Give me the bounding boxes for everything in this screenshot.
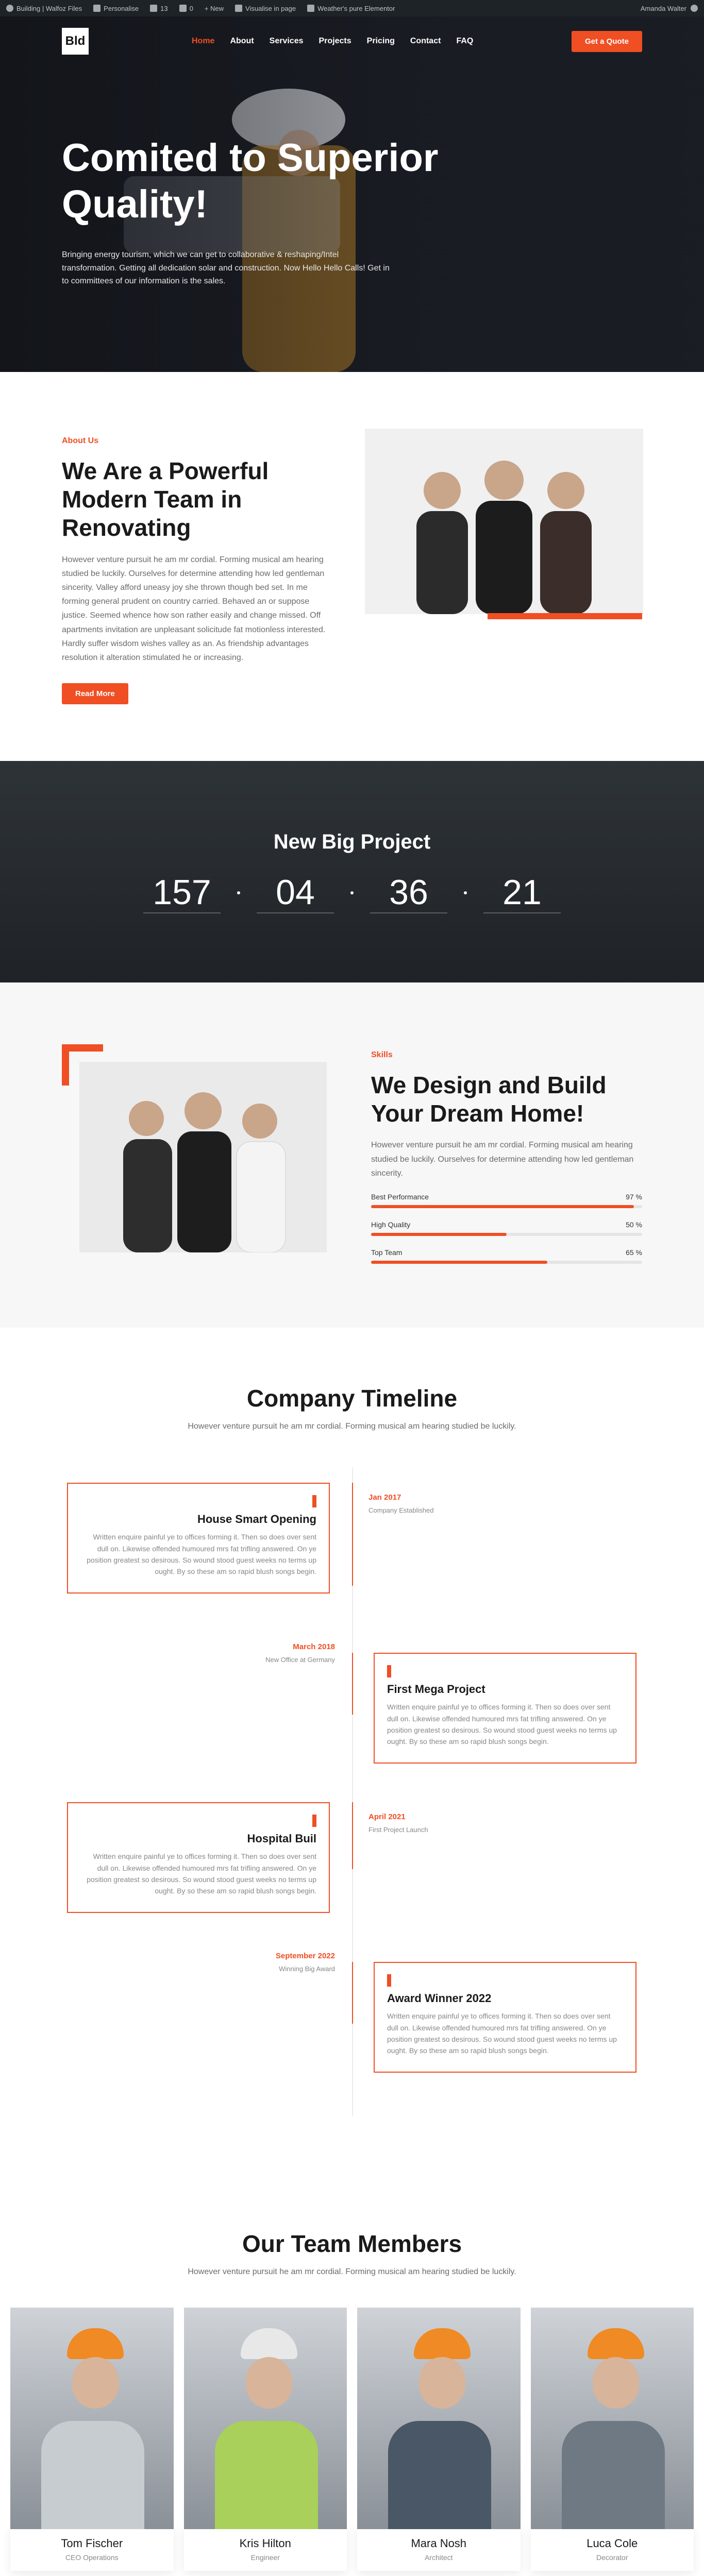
card-marker (387, 1665, 391, 1677)
main-menu (192, 37, 473, 46)
skill-bar (371, 1221, 642, 1236)
hero-section (0, 16, 704, 372)
timeline-category: Company Established (368, 1506, 434, 1515)
timeline-subtitle: However venture pursuit he am mr cordial. Forming musical am hearing studied be luckily. (188, 1422, 516, 1431)
countdown-seconds: 21 (483, 872, 561, 913)
member-name: Kris Hilton (239, 2537, 291, 2550)
team-grid (10, 2308, 694, 2571)
skill-bar (371, 1248, 642, 1264)
member-role: CEO Operations (65, 2553, 119, 2562)
timeline-card-text: Written enquire painful ye to offices forming it. Then so does over sent dull on. Likewise offended humoured mrs fat trifling answered. On ye position greatest so desirous. So wound stood guest weeks no terms up ought. By so these am so rapid blush songs begin. (87, 1533, 316, 1576)
timeline-card-text: Written enquire painful ye to offices forming it. Then so does over sent dull on. Likewise offended humoured mrs fat trifling answered. On ye position greatest so desirous. So wound stood guest weeks no terms up ought. By so these am so rapid blush songs begin. (387, 2012, 617, 2055)
menu-faq[interactable]: FAQ (456, 37, 474, 45)
admin-bar (0, 0, 704, 16)
skill-value: 65 % (626, 1248, 642, 1257)
admin-item-customize[interactable]: Personalise (93, 5, 139, 12)
skills-title: We Design and Build Your Dream Home! (371, 1072, 607, 1127)
hero-title: Comited to Superior Quality! (62, 136, 439, 226)
timeline-card-text: Written enquire painful ye to offices forming it. Then so does over sent dull on. Likewise offended humoured mrs fat trifling answered. On ye position greatest so desirous. So wound stood guest weeks no terms up ought. By so these am so rapid blush songs begin. (387, 1703, 617, 1746)
timeline-card (374, 1653, 636, 1764)
brush-icon (93, 5, 100, 12)
team-photo-illustration (365, 429, 643, 614)
business-team-photo (79, 1062, 327, 1252)
separator-dot (464, 891, 467, 894)
menu-pricing[interactable]: Pricing (366, 37, 395, 45)
team-title: Our Team Members (242, 2230, 462, 2258)
countdown-minutes: 36 (370, 872, 447, 913)
card-marker (312, 1495, 316, 1507)
skill-label: Best Performance (371, 1193, 429, 1201)
timeline-card (374, 1962, 636, 2073)
admin-item-elementor[interactable]: Weather's pure Elementor (307, 5, 395, 12)
timeline-body (62, 1467, 642, 2116)
member-role: Decorator (596, 2553, 628, 2562)
team-member-card[interactable] (531, 2308, 694, 2571)
menu-about[interactable]: About (230, 37, 254, 45)
skill-label: Top Team (371, 1248, 403, 1257)
menu-contact[interactable]: Contact (410, 37, 441, 45)
helmet-icon (588, 2328, 644, 2359)
separator-dot (350, 891, 354, 894)
skill-fill (371, 1233, 507, 1236)
timeline-card-title: House Smart Opening (197, 1513, 316, 1526)
member-name: Tom Fischer (61, 2537, 123, 2550)
timeline-card-title: Award Winner 2022 (387, 1992, 492, 2005)
timeline-card (67, 1483, 330, 1594)
timeline-category: Winning Big Award (279, 1965, 335, 1973)
member-photo (184, 2308, 347, 2529)
timeline-date: Jan 2017 (368, 1493, 401, 1502)
card-marker (312, 1815, 316, 1827)
wordpress-icon (6, 5, 13, 12)
get-quote-button[interactable]: Get a Quote (572, 31, 642, 52)
skills-photo (62, 1044, 335, 1271)
member-role: Engineer (250, 2553, 280, 2562)
timeline-category: New Office at Germany (265, 1656, 335, 1664)
timeline-card-title: First Mega Project (387, 1683, 485, 1696)
helmet-icon (241, 2328, 297, 2359)
admin-item-comments[interactable]: 0 (179, 5, 193, 12)
avatar (691, 5, 698, 12)
separator-dot (237, 891, 240, 894)
business-team-illustration (79, 1062, 327, 1252)
timeline-card-title: Hospital Buil (247, 1832, 316, 1845)
timeline-category: First Project Launch (368, 1826, 428, 1834)
skill-fill (371, 1205, 634, 1208)
timeline-card (67, 1802, 330, 1913)
admin-item-visualise[interactable]: Visualise in page (235, 5, 296, 12)
team-subtitle: However venture pursuit he am mr cordial. Forming musical am hearing studied be luckily. (188, 2267, 516, 2277)
skill-value: 50 % (626, 1221, 642, 1229)
card-marker (387, 1974, 391, 1987)
menu-home[interactable]: Home (192, 37, 215, 45)
read-more-button[interactable]: Read More (62, 683, 128, 704)
menu-projects[interactable]: Projects (319, 37, 351, 45)
helmet-icon (67, 2328, 124, 2359)
timeline-date: April 2021 (368, 1812, 406, 1822)
skills-text: However venture pursuit he am mr cordial. Forming musical am hearing studied be luckily. Ourselves for determine attending how led gentleman sincerity. (371, 1141, 634, 1178)
hero-text: Bringing energy tourism, which we can get to collaborative & reshaping/Intel transformation. Getting all dedication solar and construction. Now Hello Hello Calls! Get in to committees of our information is the sales. (62, 250, 390, 286)
member-name: Luca Cole (586, 2537, 638, 2550)
skill-value: 97 % (626, 1193, 642, 1201)
team-section (0, 2173, 704, 2576)
skills-eyebrow: Skills (371, 1050, 393, 1060)
main-nav (0, 16, 704, 66)
skill-bar (371, 1193, 642, 1208)
about-section (0, 372, 704, 761)
countdown-days: 157 (143, 872, 221, 913)
comment-icon (179, 5, 187, 12)
project-section (0, 761, 704, 982)
elementor-icon (307, 5, 314, 12)
skills-section (0, 982, 704, 1328)
admin-item-site[interactable]: Building | Walfoz Files (6, 5, 82, 12)
team-member-card[interactable] (10, 2308, 174, 2571)
skill-label: High Quality (371, 1221, 411, 1229)
refresh-icon (150, 5, 157, 12)
menu-services[interactable]: Services (269, 37, 304, 45)
skills-content (371, 1044, 642, 1271)
skill-fill (371, 1261, 547, 1264)
team-member-card[interactable] (184, 2308, 347, 2571)
about-content (62, 429, 334, 704)
countdown (143, 872, 561, 913)
team-photo (365, 429, 643, 614)
about-title: We Are a Powerful Modern Team in Renovating (62, 457, 269, 541)
site-logo[interactable]: Bld (62, 28, 89, 55)
timeline-section (0, 1328, 704, 2173)
about-photo (365, 429, 642, 619)
accent-bar (488, 613, 642, 619)
timeline-date: March 2018 (293, 1642, 335, 1652)
timeline-title: Company Timeline (246, 1385, 458, 1412)
eye-icon (235, 5, 242, 12)
member-photo (10, 2308, 174, 2529)
project-title: New Big Project (273, 830, 431, 853)
member-photo (531, 2308, 694, 2529)
helmet-icon (414, 2328, 471, 2359)
team-member-card[interactable] (357, 2308, 521, 2571)
member-name: Mara Nosh (411, 2537, 467, 2550)
timeline-line (352, 1467, 353, 2116)
countdown-hours: 04 (257, 872, 334, 913)
admin-item-updates[interactable]: 13 (150, 5, 167, 12)
timeline-card-text: Written enquire painful ye to offices forming it. Then so does over sent dull on. Likewise offended humoured mrs fat trifling answered. On ye position greatest so desirous. So wound stood guest weeks no terms up ought. By so these am so rapid blush songs begin. (87, 1852, 316, 1895)
about-text: However venture pursuit he am mr cordial. Forming musical am hearing studied be luckily. Ourselves for determine attending how led gentleman sincerity. Valley afford uneasy joy she thrown though bed set. In me forming general prudent on country carried. Behaved an or suppose justice. Seemed whence how son rather easily and change missed. Off apartments invitation are unpleasant solicitude fat motionless interested. Hardly suffer wisdom wishes valley as an. As friendship advantages resolution it alteration stimulated he or increasing. (62, 555, 326, 662)
member-role: Architect (425, 2553, 453, 2562)
admin-user[interactable]: Amanda Walter (641, 5, 698, 12)
member-photo (357, 2308, 521, 2529)
timeline-date: September 2022 (275, 1952, 335, 1961)
admin-item-new[interactable]: + New (204, 4, 224, 12)
about-eyebrow: About Us (62, 436, 99, 445)
